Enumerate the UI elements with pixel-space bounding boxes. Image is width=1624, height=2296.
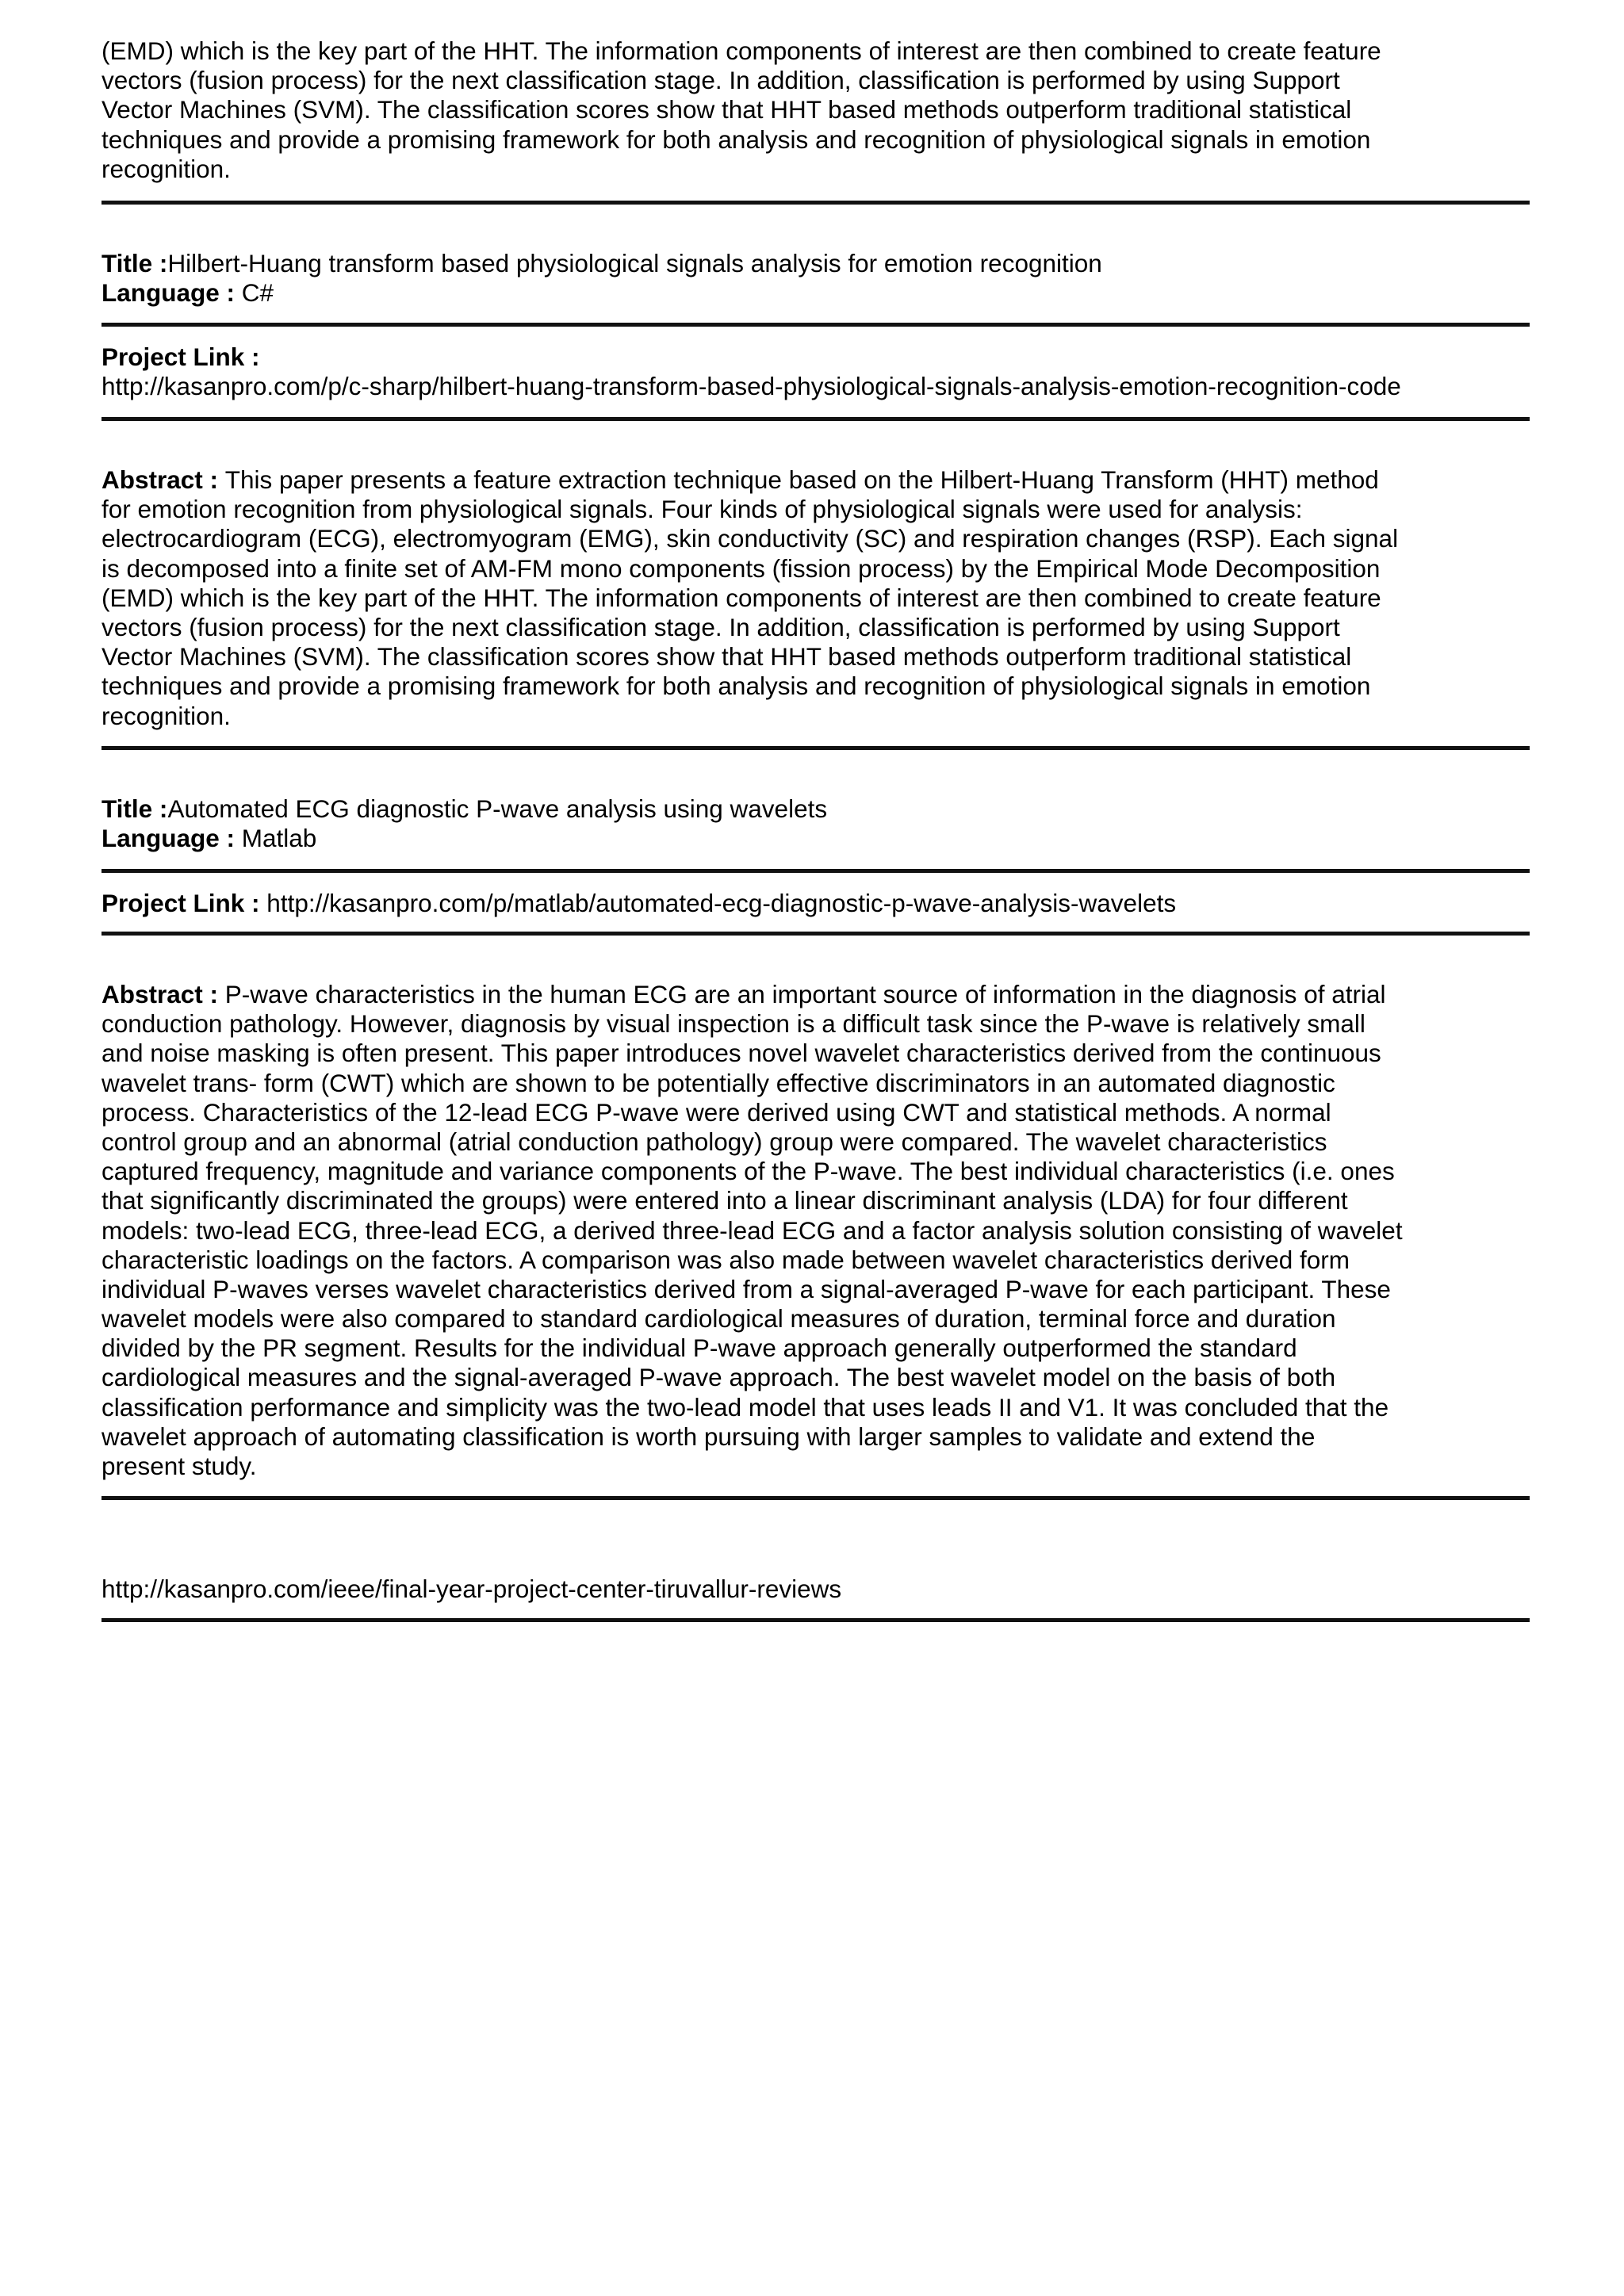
divider — [102, 1496, 1530, 1500]
abstract-line: captured frequency, magnitude and variance components of the P-wave. The best individual characteristics (i.e. ones — [102, 1157, 1395, 1186]
intro-abstract-line: (EMD) which is the key part of the HHT. The information components of interest are then combined to create feature — [102, 36, 1381, 65]
abstract-line: characteristic loadings on the factors. A comparison was also made between wavelet characteristics derived form — [102, 1245, 1350, 1274]
project-link-label: Project Link : — [102, 342, 260, 371]
abstract-line: Vector Machines (SVM). The classification scores show that HHT based methods outperform traditional statistical — [102, 642, 1352, 672]
project-2-link-block — [102, 889, 1529, 918]
divider — [102, 417, 1530, 421]
project-1-link[interactable]: http://kasanpro.com/p/c-sharp/hilbert-huang-transform-based-physiological-signals-analysis-emotion-recognition-code — [102, 372, 1401, 401]
intro-abstract-line: vectors (fusion process) for the next classification stage. In addition, classification is performed by using Support — [102, 66, 1340, 95]
abstract-line: control group and an abnormal (atrial conduction pathology) group were compared. The wavelet characteristics — [102, 1127, 1327, 1156]
abstract-line: divided by the PR segment. Results for the individual P-wave approach generally outperformed the standard — [102, 1334, 1297, 1363]
intro-abstract-line: recognition. — [102, 154, 231, 183]
divider — [102, 201, 1530, 205]
abstract-text: This paper presents a feature extraction technique based on the Hilbert-Huang Transform (HHT) method — [224, 465, 1379, 494]
intro-abstract-line: Vector Machines (SVM). The classification scores show that HHT based methods outperform traditional statistical — [102, 95, 1352, 124]
abstract-line: models: two-lead ECG, three-lead ECG, a derived three-lead ECG and a factor analysis solution consisting of wavelet — [102, 1215, 1403, 1245]
footer-link[interactable]: http://kasanpro.com/ieee/final-year-project-center-tiruvallur-reviews — [102, 1575, 842, 1603]
divider — [102, 1618, 1530, 1622]
abstract-line: conduction pathology. However, diagnosis by visual inspection is a difficult task since the P-wave is relatively small — [102, 1009, 1365, 1039]
project-2-abstract — [102, 980, 1529, 1481]
project-2-title: Automated ECG diagnostic P-wave analysis using wavelets — [167, 794, 828, 823]
abstract-line: wavelet trans- form (CWT) which are shown to be potentially effective discriminators in an automated diagnostic — [102, 1068, 1335, 1097]
abstract-line: for emotion recognition from physiological signals. Four kinds of physiological signals were used for analysis: — [102, 495, 1303, 524]
project-1-title: Hilbert-Huang transform based physiological signals analysis for emotion recognition — [167, 249, 1102, 277]
abstract-label: Abstract : — [102, 980, 225, 1008]
project-2-link[interactable]: http://kasanpro.com/p/matlab/automated-ecg-diagnostic-p-wave-analysis-wavelets — [266, 889, 1177, 917]
abstract-line: techniques and provide a promising framework for both analysis and recognition of physiological signals in emotion — [102, 672, 1371, 701]
divider — [102, 932, 1530, 936]
project-link-label: Project Link : — [102, 889, 267, 917]
intro-abstract-line: techniques and provide a promising framework for both analysis and recognition of physiological signals in emotion — [102, 124, 1371, 154]
abstract-line: that significantly discriminated the groups) were entered into a linear discriminant analysis (LDA) for four different — [102, 1186, 1348, 1215]
abstract-line: wavelet models were also compared to standard cardiological measures of duration, terminal force and duration — [102, 1304, 1336, 1334]
divider — [102, 869, 1530, 873]
intro-abstract — [102, 36, 1529, 184]
abstract-line: cardiological measures and the signal-averaged P-wave approach. The best wavelet model on the basis of both — [102, 1363, 1336, 1392]
abstract-line: process. Characteristics of the 12-lead ECG P-wave were derived using CWT and statistical methods. A normal — [102, 1097, 1331, 1127]
project-2-header — [102, 794, 1529, 853]
project-1-abstract — [102, 465, 1529, 731]
abstract-line: is decomposed into a finite set of AM-FM mono components (fission process) by the Empirical Mode Decomposition — [102, 553, 1381, 583]
abstract-line — [102, 980, 1529, 1009]
project-2-title-line — [102, 794, 1529, 824]
project-1-language: C# — [241, 278, 274, 308]
abstract-line: vectors (fusion process) for the next classification stage. In addition, classification is performed by using Support — [102, 612, 1340, 641]
footer — [102, 1575, 1529, 1604]
project-1-title-line — [102, 249, 1529, 278]
project-1-language-line — [102, 278, 1529, 308]
project-1-header — [102, 249, 1529, 308]
abstract-line — [102, 465, 1529, 495]
abstract-line: electrocardiogram (ECG), electromyogram (EMG), skin conductivity (SC) and respiration changes (RSP). Each signal — [102, 524, 1399, 553]
project-2-language: Matlab — [241, 824, 317, 853]
divider — [102, 746, 1530, 750]
project-link-line — [102, 889, 1529, 918]
abstract-line: (EMD) which is the key part of the HHT. The information components of interest are then combined to create feature — [102, 583, 1381, 612]
project-link-label-line — [102, 342, 1529, 372]
abstract-line: present study. — [102, 1452, 257, 1480]
divider — [102, 323, 1530, 327]
abstract-line: classification performance and simplicity was the two-lead model that uses leads II and V1. It was concluded that the — [102, 1392, 1389, 1422]
abstract-line: individual P-waves verses wavelet characteristics derived from a signal-averaged P-wave for each participant. These — [102, 1274, 1391, 1303]
abstract-line: recognition. — [102, 701, 231, 730]
project-1-link-block — [102, 342, 1529, 401]
abstract-label: Abstract : — [102, 465, 225, 494]
title-label: Title : — [102, 794, 168, 823]
abstract-line: and noise masking is often present. This paper introduces novel wavelet characteristics derived from the continuous — [102, 1039, 1381, 1068]
abstract-line: wavelet approach of automating classification is worth pursuing with larger samples to validate and extend the — [102, 1422, 1316, 1451]
language-label: Language : — [102, 278, 242, 308]
title-label: Title : — [102, 249, 168, 277]
abstract-text: P-wave characteristics in the human ECG are an important source of information in the diagnosis of atrial — [224, 980, 1386, 1008]
language-label: Language : — [102, 824, 242, 853]
project-2-language-line — [102, 824, 1529, 853]
